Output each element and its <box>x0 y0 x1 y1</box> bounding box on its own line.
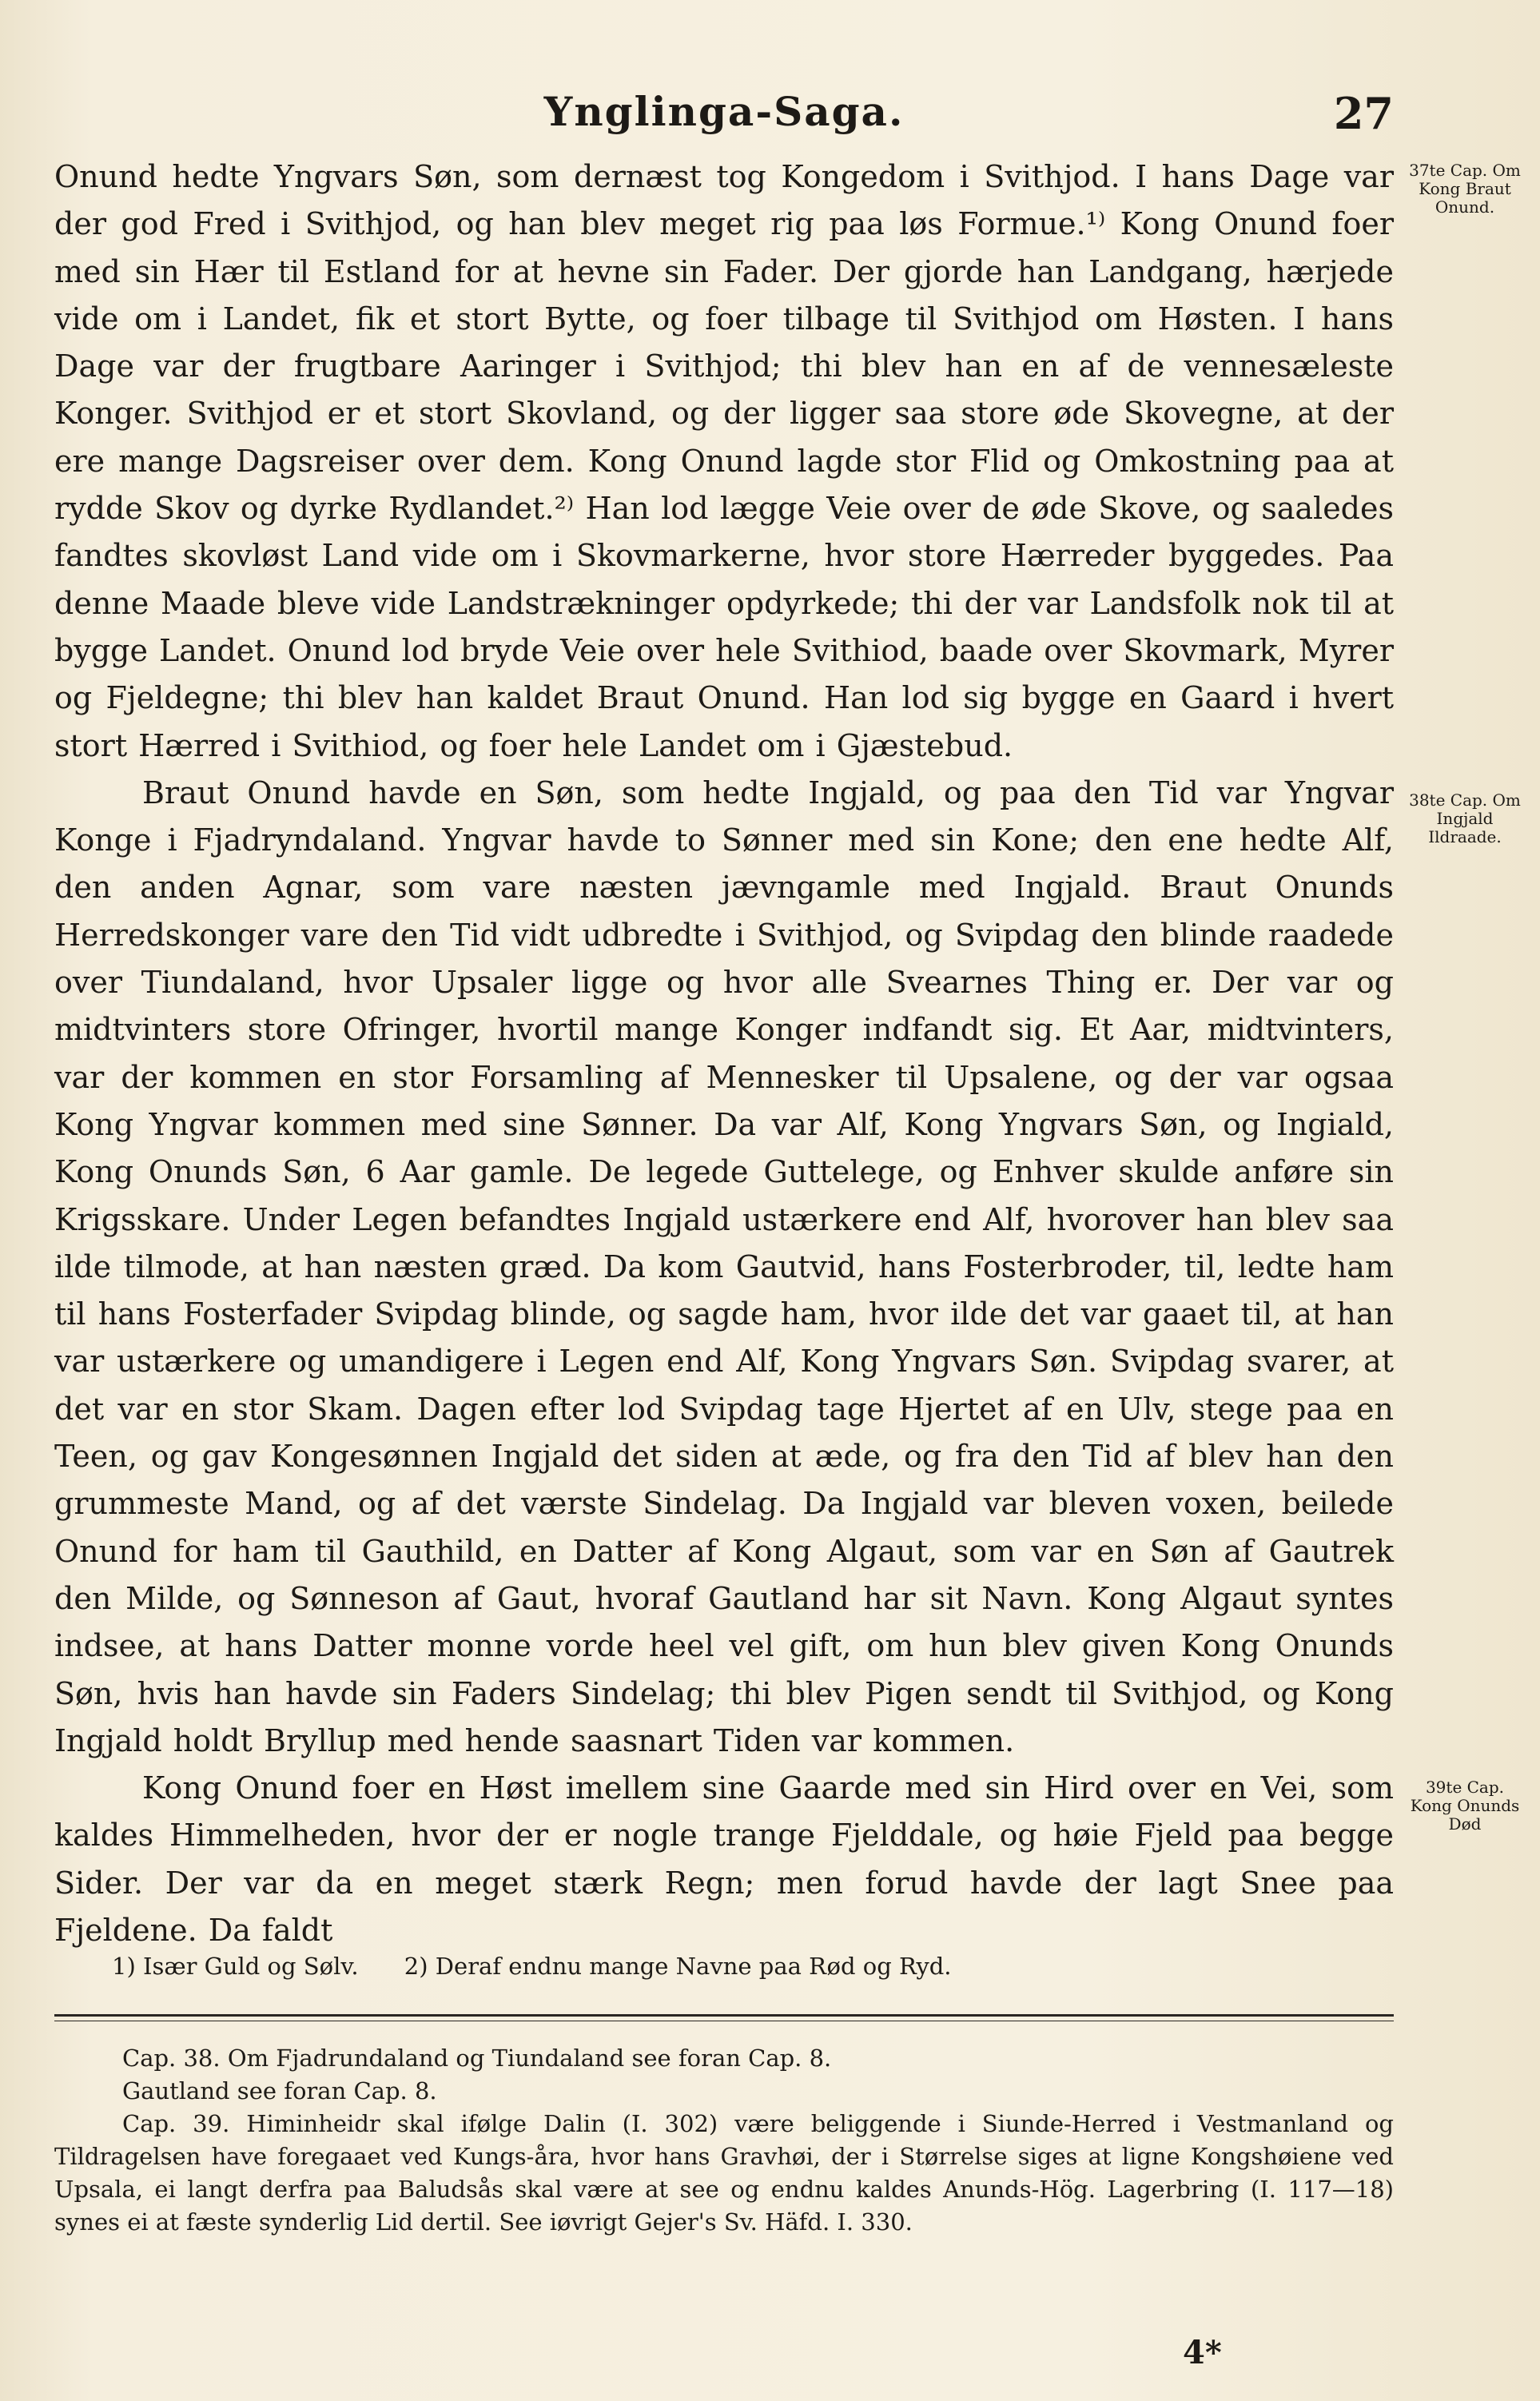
running-title: Ynglinga-Saga. <box>543 88 905 135</box>
footnote: 2) Deraf endnu mange Navne paa Rød og Ryd. <box>404 1953 952 1980</box>
signature-mark: 4* <box>1183 2334 1222 2371</box>
paragraph: Braut Onund havde en Søn, som hedte Ingjald, og paa den Tid var Yngvar Konge i Fjadryndaland. Yngvar havde to Sønner med sin Kone; den ene hedte Alf, den anden Agnar, som vare næsten jævngamle med Ingjald. Braut Onunds Herredskonger vare den Tid vidt udbredte i Svithjod, og Svipdag den blinde raadede over Tiundaland, hvor Upsaler ligge og hvor alle Svearnes Thing er. Der var og midtvinters store Ofringer, hvortil mange Konger indfandt sig. Et Aar, midtvinters, var der kommen en stor Forsamling af Mennesker til Upsalene, og der var ogsaa Kong Yngvar kommen med sine Sønner. Da var Alf, Kong Yngvars Søn, og Ingiald, Kong Onunds Søn, 6 Aar gamle. De legede Guttelege, og Enhver skulde anføre sin Krigsskare. Under Legen befandtes Ingjald ustærkere end Alf, hvorover han blev saa ilde tilmode, at han næsten græd. Da kom Gautvid, hans Fosterbroder, til, ledte ham til hans Fosterfader Svipdag blinde, og sagde ham, hvor ilde det var gaaet til, at han var ustærkere og umandigere i Legen end Alf, Kong Yngvars Søn. Svipdag svarer, at det var en stor Skam. Dagen efter lod Svipdag tage Hjertet af en Ulv, stege paa en Teen, og gav Kongesønnen Ingjald det siden at æde, og fra den Tid af blev han den grummeste Mand, og af det værste Sindelag. Da Ingjald var bleven voxen, beilede Onund for ham til Gauthild, en Datter af Kong Algaut, som var en Søn af Gautrek den Milde, og Sønneson af Gaut, hvoraf Gautland har sit Navn. Kong Algaut syntes indsee, at hans Datter monne vorde heel vel gift, om hun blev given Kong Onunds Søn, hvis han havde sin Faders Sindelag; thi blev Pigen sendt til Svithjod, og Kong Ingjald holdt Bryllup med hende saasnart Tiden var kommen. <box>54 774 1394 1758</box>
page-number: 27 <box>1333 88 1394 139</box>
divider-rule <box>54 2014 1394 2017</box>
paragraph: Onund hedte Yngvars Søn, som dernæst tog Kongedom i Svithjod. I hans Dage var der god Fred i Svithjod, og han blev meget rig paa løs Formue.¹⁾ Kong Onund foer med sin Hær til Estland for at hevne sin Fader. Der gjorde han Landgang, hærjede vide om i Landet, fik et stort Bytte, og foer tilbage til Svithjod om Høsten. I hans Dage var der frugtbare Aaringer i Svithjod; thi blev han en af de vennesæleste Konger. Svithjod er et stort Skovland, og der ligger saa store øde Skovegne, at der ere mange Dagsreiser over dem. Kong Onund lagde stor Flid og Omkostning paa at rydde Skov og dyrke Rydlandet.²⁾ Han lod lægge Veie over de øde Skove, og saaledes fandtes skovløst Land vide om i Skovmarkerne, hvor store Hærreder byggedes. Paa denne Maade bleve vide Landstrækninger opdyrkede; thi der var Landsfolk nok til at bygge Landet. Onund lod bryde Veie over hele Svithiod, baade over Skovmark, Myrer og Fjeldegne; thi blev han kaldet Braut Onund. Han lod sig bygge en Gaard i hvert stort Hærred i Svithiod, og foer hele Landet om i Gjæstebud. <box>54 159 1394 763</box>
footnotes <box>112 1950 1391 1982</box>
note: Cap. 39. Himinheidr skal ifølge Dalin (I. 302) være beliggende i Siunde-Herred i Vestmanland og Tildragelsen have foregaaet ved Kungs-åra, hvor hans Gravhøi, der i Størrelse siges at ligne Kongshøiene ved Upsala, ei langt derfra paa Baludsås skal være at see og endnu kaldes Anunds-Hög. Lagerbring (I. 117—18) synes ei at fæste synderlig Lid dertil. See iøvrigt Gejer's Sv. Häfd. I. 330. <box>54 2110 1394 2236</box>
footnote: 1) Især Guld og Sølv. <box>112 1953 359 1980</box>
page-header <box>54 80 1394 152</box>
note: Cap. 38. Om Fjadrundaland og Tiundaland see foran Cap. 8. <box>122 2045 832 2072</box>
note: Gautland see foran Cap. 8. <box>122 2077 437 2104</box>
paragraph: Kong Onund foer en Høst imellem sine Gaarde med sin Hird over en Vei, som kaldes Himmelheden, hvor der er nogle trange Fjelddale, og høie Fjeld paa begge Sider. Der var da en meget stærk Regn; men forud havde der lagt Snee paa Fjeldene. Da faldt <box>54 1770 1394 1948</box>
editor-notes <box>54 2042 1394 2239</box>
main-text <box>54 153 1394 1954</box>
sidenote-chapter-39: 39te Cap. Kong Onunds Død <box>1410 1778 1520 1834</box>
sidenote-chapter-38: 38te Cap. Om Ingjald Ildraade. <box>1409 790 1521 846</box>
sidenote-chapter-37: 37te Cap. Om Kong Braut Onund. <box>1409 161 1521 217</box>
